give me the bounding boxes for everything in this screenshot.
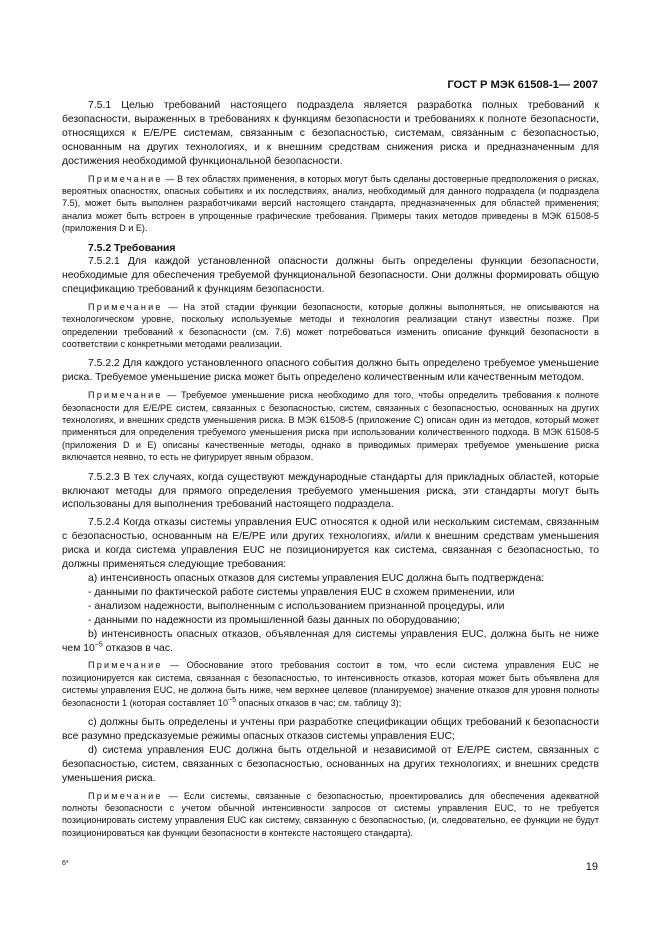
note-label: Примечание: [88, 390, 163, 401]
paragraph-7-5-2-4: 7.5.2.4 Когда отказы системы управления EUC относятся к одной или нескольким системам, связанным с безопасностью, основанным на E/E/PE или других технологиях, и/или к внешним средствам уменьшения риска и когда система управления EUC не позиционируется как система, связанная с безопасностью, то должны применяться следующие требования:: [62, 517, 599, 571]
note-4: [62, 659, 599, 709]
note-label: Примечание: [88, 660, 163, 671]
list-item-b-text: b) интенсивность опасных отказов, объявленная для системы управления EUC, должна быть не ниже чем 10: [62, 628, 599, 654]
note-text: — Обоснование этого требования состоит в том, что если система управления EUC не позиционируется как система, связанная с безопасностью, то интенсивность отказов, которая может быть объявлена для системы управления EUC, не должна быть ниже, чем верхнее целевое (планируемое) значение отказов для уровня полноты безопасности 1 (которая составляет 10: [62, 660, 599, 708]
note-text: — Требуемое уменьшение риска необходимо для того, чтобы определить требования к полноте безопасности для E/E/PE систем, связанных с безопасностью, систем, связанных с безопасностью, основанных на других технологиях, и внешних средств уменьшения риска. В МЭК 61508-5 (приложение C) описан один из методов, который может применяться для определения требуемого уменьшения риска при использовании количественного подхода. В МЭК 61508-5 (приложения D и E) описаны качественные методы, однако в приводимых примерах требуемое уменьшение риска включается неявно, то есть не фигурирует явным образом.: [62, 390, 599, 463]
list-dash-item: - данными по фактической работе системы управления EUC в схожем применении, или: [88, 586, 515, 598]
note-label: Примечание: [88, 301, 163, 312]
list-dash-item: - данными по надежности из промышленной базы данных по оборудованию;: [88, 614, 460, 626]
note-3: [62, 389, 599, 463]
note-5: [62, 790, 599, 840]
note-1: [62, 173, 599, 235]
list-item-c: c) должны быть определены и учтены при разработке спецификации общих требований к безопасности все разумно предсказуемые режимы опасных отказов системы управления EUC;: [62, 717, 599, 742]
note-text: — Если системы, связанные с безопасностью, проектировались для обеспечения адекватной полноты безопасности с учетом обычной интенсивности запросов от системы управления EUC, то не требуется позиционировать систему управления EUC как систему, связанную с безопасностью, (и, следовательно, ее функции не будут позиционироваться как функции безопасности в контексте настоящего стандарта).: [62, 790, 599, 838]
paragraph-7-5-2-3: 7.5.2.3 В тех случаях, когда существуют международные стандарты для прикладных областей, которые включают методы для прямого определения требуемого уменьшения риска, эти стандарты могут быть использованы для выполнения требований настоящего подраздела.: [62, 471, 599, 511]
list-item-b-text-end: отказов в час.: [102, 642, 173, 654]
standard-header: ГОСТ Р МЭК 61508-1— 2007: [447, 79, 598, 91]
note-text: — В тех областях применения, в которых могут быть сделаны достоверные предположения о рисках, вероятных опасностях, опасных событиях и их последствиях, анализ, необходимый для данного подраздела (и подраздела 7.5), может быть выполнен разработчиками версий настоящего стандарта, предназначенных для областей применения; анализ может быть встроен в упрощенные графические требования. Примеры таких методов приведены в МЭК 61508-5 (приложения D и E).: [62, 173, 599, 234]
exponent: −5: [94, 641, 103, 649]
page-content: [62, 99, 599, 846]
page-number: 19: [585, 861, 598, 873]
exponent: −5: [228, 696, 237, 704]
note-label: Примечание: [88, 790, 163, 801]
list-item-d: d) система управления EUC должна быть отдельной и независимой от E/E/PE систем, связанных с безопасностью, систем, связанных с безопасностью, основанных на других технологиях, и внешних средств уменьшения риска.: [62, 744, 599, 784]
paragraph-7-5-2-2: 7.5.2.2 Для каждого установленного опасного события должно быть определено требуемое уменьшение риска. Требуемое уменьшение риска может быть определено количественным или качественным методом.: [62, 358, 599, 384]
list-item-a: a) интенсивность опасных отказов для системы управления EUC должна быть подтверждена:: [88, 573, 545, 584]
note-2: [62, 301, 599, 351]
section-heading-7-5-2: 7.5.2 Требования: [88, 242, 176, 254]
sheet-mark: 6*: [62, 860, 69, 867]
paragraph-7-5-2-1: 7.5.2.1 Для каждой установленной опасности должны быть определены функции безопасности, необходимые для обеспечения требуемой функциональной безопасности. Они должны формировать общую спецификацию требований к функциям безопасности.: [62, 256, 599, 295]
note-text: — На этой стадии функции безопасности, которые должны выполняться, не описываются на технологическом уровне, поскольку используемые методы и технология реализации станут известны позже. При определении требований к безопасности (см. 7.6) может потребоваться изменить описание функций безопасности в соответствии с конкретными методами реализации.: [62, 301, 599, 349]
list-dash-item: - анализом надежности, выполненным с использованием признанной процедуры, или: [88, 600, 505, 612]
note-label: Примечание: [88, 173, 163, 184]
note-text-end: опасных отказов в час; см. таблицу 3);: [236, 697, 402, 708]
list-item-b: [62, 628, 599, 656]
paragraph-7-5-1: 7.5.1 Целью требований настоящего подраздела является разработка полных требований к безопасности, выраженных в требованиях к функциям безопасности и требованиях к полноте безопасности, относящихся к E/E/PE системам, связанным с безопасностью, системам, связанным с безопасностью, основанным на других технологиях, и к внешним средствам снижения риска и предназначенным для достижения необходимой функциональной безопасности.: [62, 100, 599, 167]
